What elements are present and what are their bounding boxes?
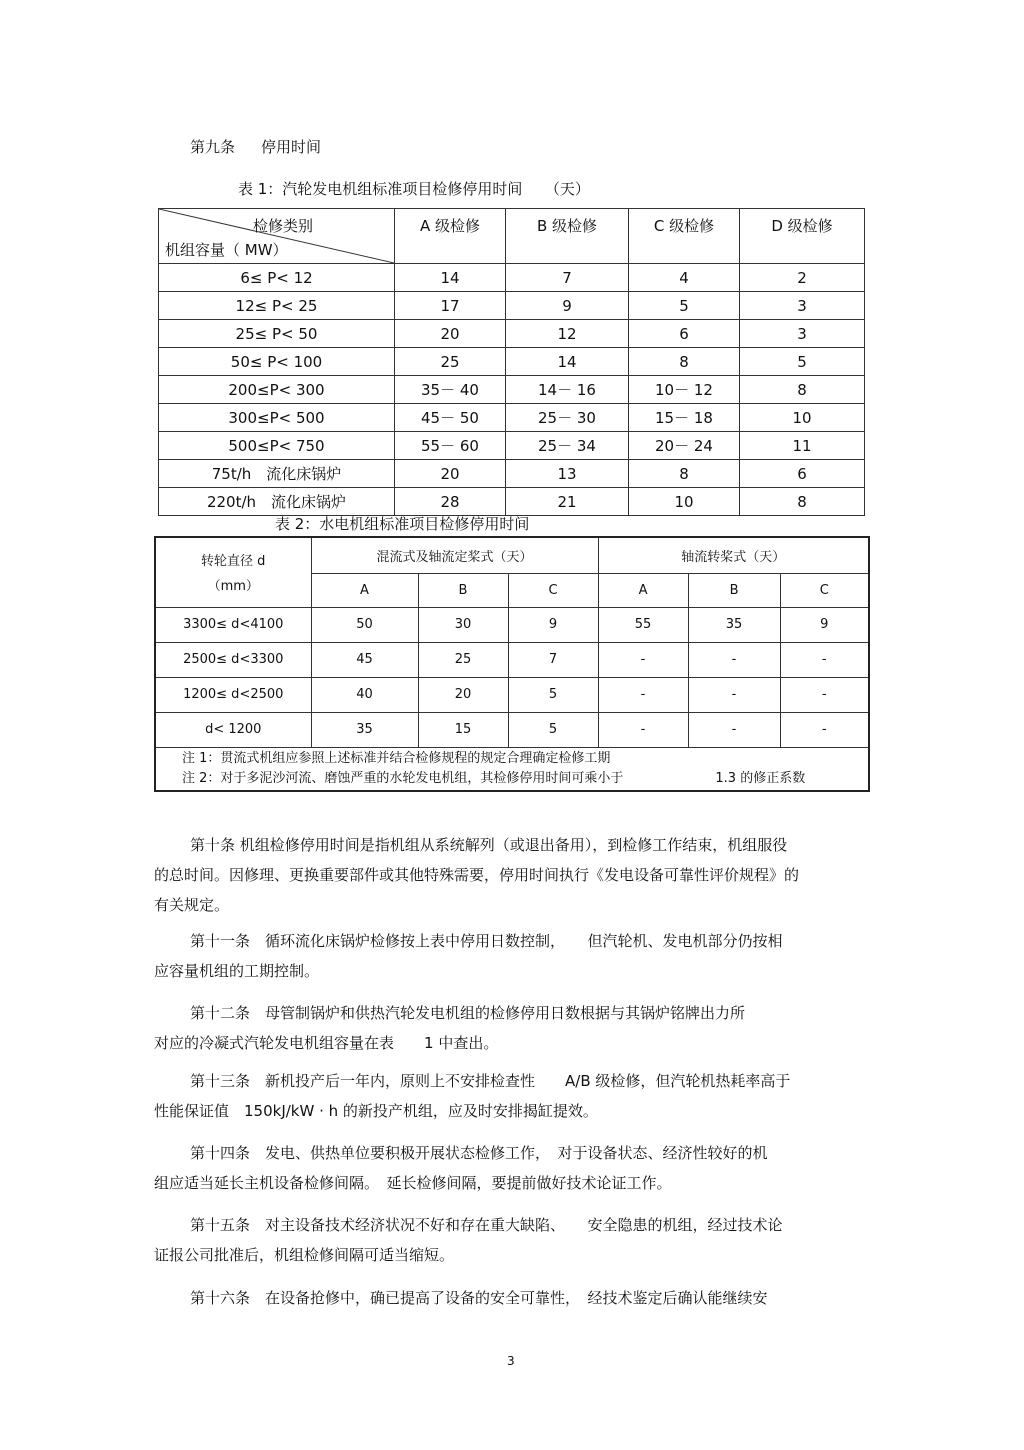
table1-cell: 14－ 16	[506, 376, 629, 404]
paragraph-line-text: 性能保证值 150kJ/kW · h 的新投产机组，应及时安排揭缸提效。	[154, 1102, 598, 1120]
table1-row	[159, 376, 865, 404]
table2-corner-cell	[155, 537, 311, 607]
paragraph-line	[154, 1240, 854, 1270]
table1-row-label: 200≤P< 300	[159, 376, 395, 404]
table2-row-label: 1200≤ d<2500	[155, 677, 311, 712]
table2-cell: 9	[508, 607, 598, 642]
table1-cell: 4	[629, 264, 740, 292]
paragraph	[154, 1066, 854, 1126]
table1-cell: 5	[629, 292, 740, 320]
table2-row	[155, 712, 869, 747]
table2	[154, 536, 870, 792]
article-number: 第九条	[190, 138, 236, 156]
table1-cell: 25	[395, 348, 506, 376]
table1-col-header: C 级检修	[629, 209, 740, 264]
table2-cell: 5	[508, 677, 598, 712]
table1-cell: 14	[506, 348, 629, 376]
table1-cell: 2	[740, 264, 865, 292]
table1-row	[159, 432, 865, 460]
table2-subcol: B	[418, 573, 508, 607]
table1-header-row	[159, 209, 865, 264]
table2-notes-row	[155, 747, 869, 791]
table1-caption: 表 1：汽轮发电机组标准项目检修停用时间 （天）	[238, 180, 590, 198]
table1-cell: 10－ 12	[629, 376, 740, 404]
table2-note2-text: 注 2：对于多泥沙河流、磨蚀严重的水轮发电机组，其检修停用时间可乘小于	[182, 770, 624, 786]
table2-cell: 55	[598, 607, 688, 642]
paragraph-line-text: 第十一条 循环流化床锅炉检修按上表中停用日数控制， 但汽轮机、发电机部分仍按相	[190, 932, 783, 950]
table2-header-row	[155, 537, 869, 573]
table2-row	[155, 607, 869, 642]
table1-row-label: 50≤ P< 100	[159, 348, 395, 376]
paragraph-line	[154, 860, 854, 890]
table1-cell: 14	[395, 264, 506, 292]
paragraph	[154, 1210, 854, 1270]
paragraph-line	[154, 1138, 854, 1168]
table1-row	[159, 292, 865, 320]
table2-notes	[155, 747, 869, 791]
table2-cell: -	[780, 712, 869, 747]
table2-subcol: A	[311, 573, 418, 607]
paragraph-line	[154, 926, 854, 956]
table2-note2-factor: 1.3 的修正系数	[715, 770, 806, 786]
table1-row	[159, 488, 865, 516]
table2-cell: 30	[418, 607, 508, 642]
table1-cell: 3	[740, 292, 865, 320]
table1-cell: 20	[395, 460, 506, 488]
table2-cell: 45	[311, 642, 418, 677]
table2-group-header: 轴流转桨式（天）	[598, 537, 869, 573]
table2-subcol: A	[598, 573, 688, 607]
table1-cell: 10	[740, 404, 865, 432]
table1-cell: 21	[506, 488, 629, 516]
table1-cell: 9	[506, 292, 629, 320]
table2-subcol: B	[688, 573, 780, 607]
paragraph	[154, 926, 854, 986]
table1-cell: 8	[740, 376, 865, 404]
table2-row-label: 3300≤ d<4100	[155, 607, 311, 642]
article-title: 停用时间	[261, 138, 322, 156]
table1-row	[159, 348, 865, 376]
table1-cell: 7	[506, 264, 629, 292]
table2-cell: -	[780, 677, 869, 712]
table1-cell: 13	[506, 460, 629, 488]
table2-cell: 35	[311, 712, 418, 747]
table1-row-label: 6≤ P< 12	[159, 264, 395, 292]
table2-cell: -	[688, 677, 780, 712]
table2-cell: 9	[780, 607, 869, 642]
table1-corner-top: 检修类别	[253, 217, 314, 235]
table1-cell: 45－ 50	[395, 404, 506, 432]
table1-row-label: 300≤P< 500	[159, 404, 395, 432]
section-heading	[190, 136, 321, 157]
table2-corner-line1: 转轮直径 d	[201, 554, 266, 570]
table2-corner-line2: （mm）	[207, 579, 259, 595]
table2-cell: -	[598, 642, 688, 677]
paragraph-line-text: 对应的冷凝式汽轮发电机组容量在表 1 中查出。	[154, 1034, 499, 1052]
paragraph-line-text: 第十六条 在设备抢修中，确已提高了设备的安全可靠性， 经技术鉴定后确认能继续安	[190, 1289, 768, 1307]
table1-cell: 15－ 18	[629, 404, 740, 432]
paragraph-line	[154, 956, 854, 986]
table2-cell: -	[688, 712, 780, 747]
paragraph-line-text: 应容量机组的工期控制。	[154, 962, 320, 980]
table1-row-label: 25≤ P< 50	[159, 320, 395, 348]
table1-cell: 10	[629, 488, 740, 516]
table2-cell: 35	[688, 607, 780, 642]
table1-row	[159, 264, 865, 292]
table2-cell: -	[598, 677, 688, 712]
paragraph-line-text: 的总时间。因修理、更换重要部件或其他特殊需要，停用时间执行《发电设备可靠性评价规程》的	[154, 866, 800, 884]
paragraph-line-text: 有关规定。	[154, 896, 230, 914]
paragraph-line	[154, 1210, 854, 1240]
table1-cell: 11	[740, 432, 865, 460]
table1-body	[159, 264, 865, 516]
table1-cell: 5	[740, 348, 865, 376]
paragraph-line	[154, 1283, 854, 1313]
page-number: 3	[507, 1354, 515, 1368]
paragraph-line-text: 组应适当延长主机设备检修间隔。 延长检修间隔，要提前做好技术论证工作。	[154, 1174, 672, 1192]
table2-cell: -	[780, 642, 869, 677]
table1-corner-cell	[159, 209, 395, 264]
table1-row	[159, 404, 865, 432]
table1-cell: 8	[629, 460, 740, 488]
table1-row-label: 75t/h 流化床锅炉	[159, 460, 395, 488]
table1-corner-bottom: 机组容量（ MW）	[165, 241, 288, 259]
table1-cell: 20	[395, 320, 506, 348]
table2-caption: 表 2：水电机组标准项目检修停用时间	[275, 515, 530, 533]
table2-subcol: C	[508, 573, 598, 607]
table1-cell: 55－ 60	[395, 432, 506, 460]
table1-cell: 8	[740, 488, 865, 516]
table1-cell: 6	[740, 460, 865, 488]
table1-row-label: 220t/h 流化床锅炉	[159, 488, 395, 516]
table1-row	[159, 320, 865, 348]
paragraph-line	[154, 1066, 854, 1096]
paragraph-line	[154, 830, 854, 860]
paragraph	[154, 1283, 854, 1313]
table2-cell: 25	[418, 642, 508, 677]
table2-cell: -	[688, 642, 780, 677]
table1-col-header: B 级检修	[506, 209, 629, 264]
table2-cell: 20	[418, 677, 508, 712]
table2-row	[155, 642, 869, 677]
paragraph-line-text: 第十三条 新机投产后一年内，原则上不安排检查性 A/B 级检修，但汽轮机热耗率高于	[190, 1072, 791, 1090]
table1-cell: 28	[395, 488, 506, 516]
table1-cell: 20－ 24	[629, 432, 740, 460]
table2-cell: 15	[418, 712, 508, 747]
paragraph-line	[154, 890, 854, 920]
table1-cell: 3	[740, 320, 865, 348]
paragraph-line	[154, 998, 854, 1028]
paragraph-line-text: 第十五条 对主设备技术经济状况不好和存在重大缺陷、 安全隐患的机组，经过技术论	[190, 1216, 783, 1234]
paragraph-line-text: 第十二条 母管制锅炉和供热汽轮发电机组的检修停用日数根据与其锅炉铭牌出力所	[190, 1004, 746, 1022]
table2-cell: 40	[311, 677, 418, 712]
table1-cell: 12	[506, 320, 629, 348]
paragraph	[154, 998, 854, 1058]
table2-body	[155, 607, 869, 747]
table1	[158, 208, 865, 516]
paragraph-line	[154, 1096, 854, 1126]
table2-cell: 5	[508, 712, 598, 747]
paragraph-line	[154, 1168, 854, 1198]
table1-cell: 35－ 40	[395, 376, 506, 404]
paragraph	[154, 830, 854, 920]
table1-cell: 6	[629, 320, 740, 348]
table2-note1: 注 1：贯流式机组应参照上述标准并结合检修规程的规定合理确定检修工期	[182, 750, 611, 766]
table1-col-header: A 级检修	[395, 209, 506, 264]
paragraph-line-text: 证报公司批准后，机组检修间隔可适当缩短。	[154, 1246, 455, 1264]
table1-cell: 25－ 34	[506, 432, 629, 460]
table1-col-header: D 级检修	[740, 209, 865, 264]
table2-group-header: 混流式及轴流定桨式（天）	[311, 537, 598, 573]
table1-row	[159, 460, 865, 488]
table2-row-label: d< 1200	[155, 712, 311, 747]
paragraph-line	[154, 1028, 854, 1058]
table2-cell: 50	[311, 607, 418, 642]
paragraph-line-text: 第十条 机组检修停用时间是指机组从系统解列（或退出备用），到检修工作结束，机组服役	[190, 836, 788, 854]
table1-row-label: 500≤P< 750	[159, 432, 395, 460]
paragraph-line-text: 第十四条 发电、供热单位要积极开展状态检修工作， 对于设备状态、经济性较好的机	[190, 1144, 768, 1162]
table2-row	[155, 677, 869, 712]
table1-cell: 17	[395, 292, 506, 320]
table1-row-label: 12≤ P< 25	[159, 292, 395, 320]
table2-cell: -	[598, 712, 688, 747]
table2-subcol: C	[780, 573, 869, 607]
table2-note2	[182, 769, 868, 789]
table2-row-label: 2500≤ d<3300	[155, 642, 311, 677]
table1-cell: 25－ 30	[506, 404, 629, 432]
table1-cell: 8	[629, 348, 740, 376]
table2-cell: 7	[508, 642, 598, 677]
paragraph	[154, 1138, 854, 1198]
